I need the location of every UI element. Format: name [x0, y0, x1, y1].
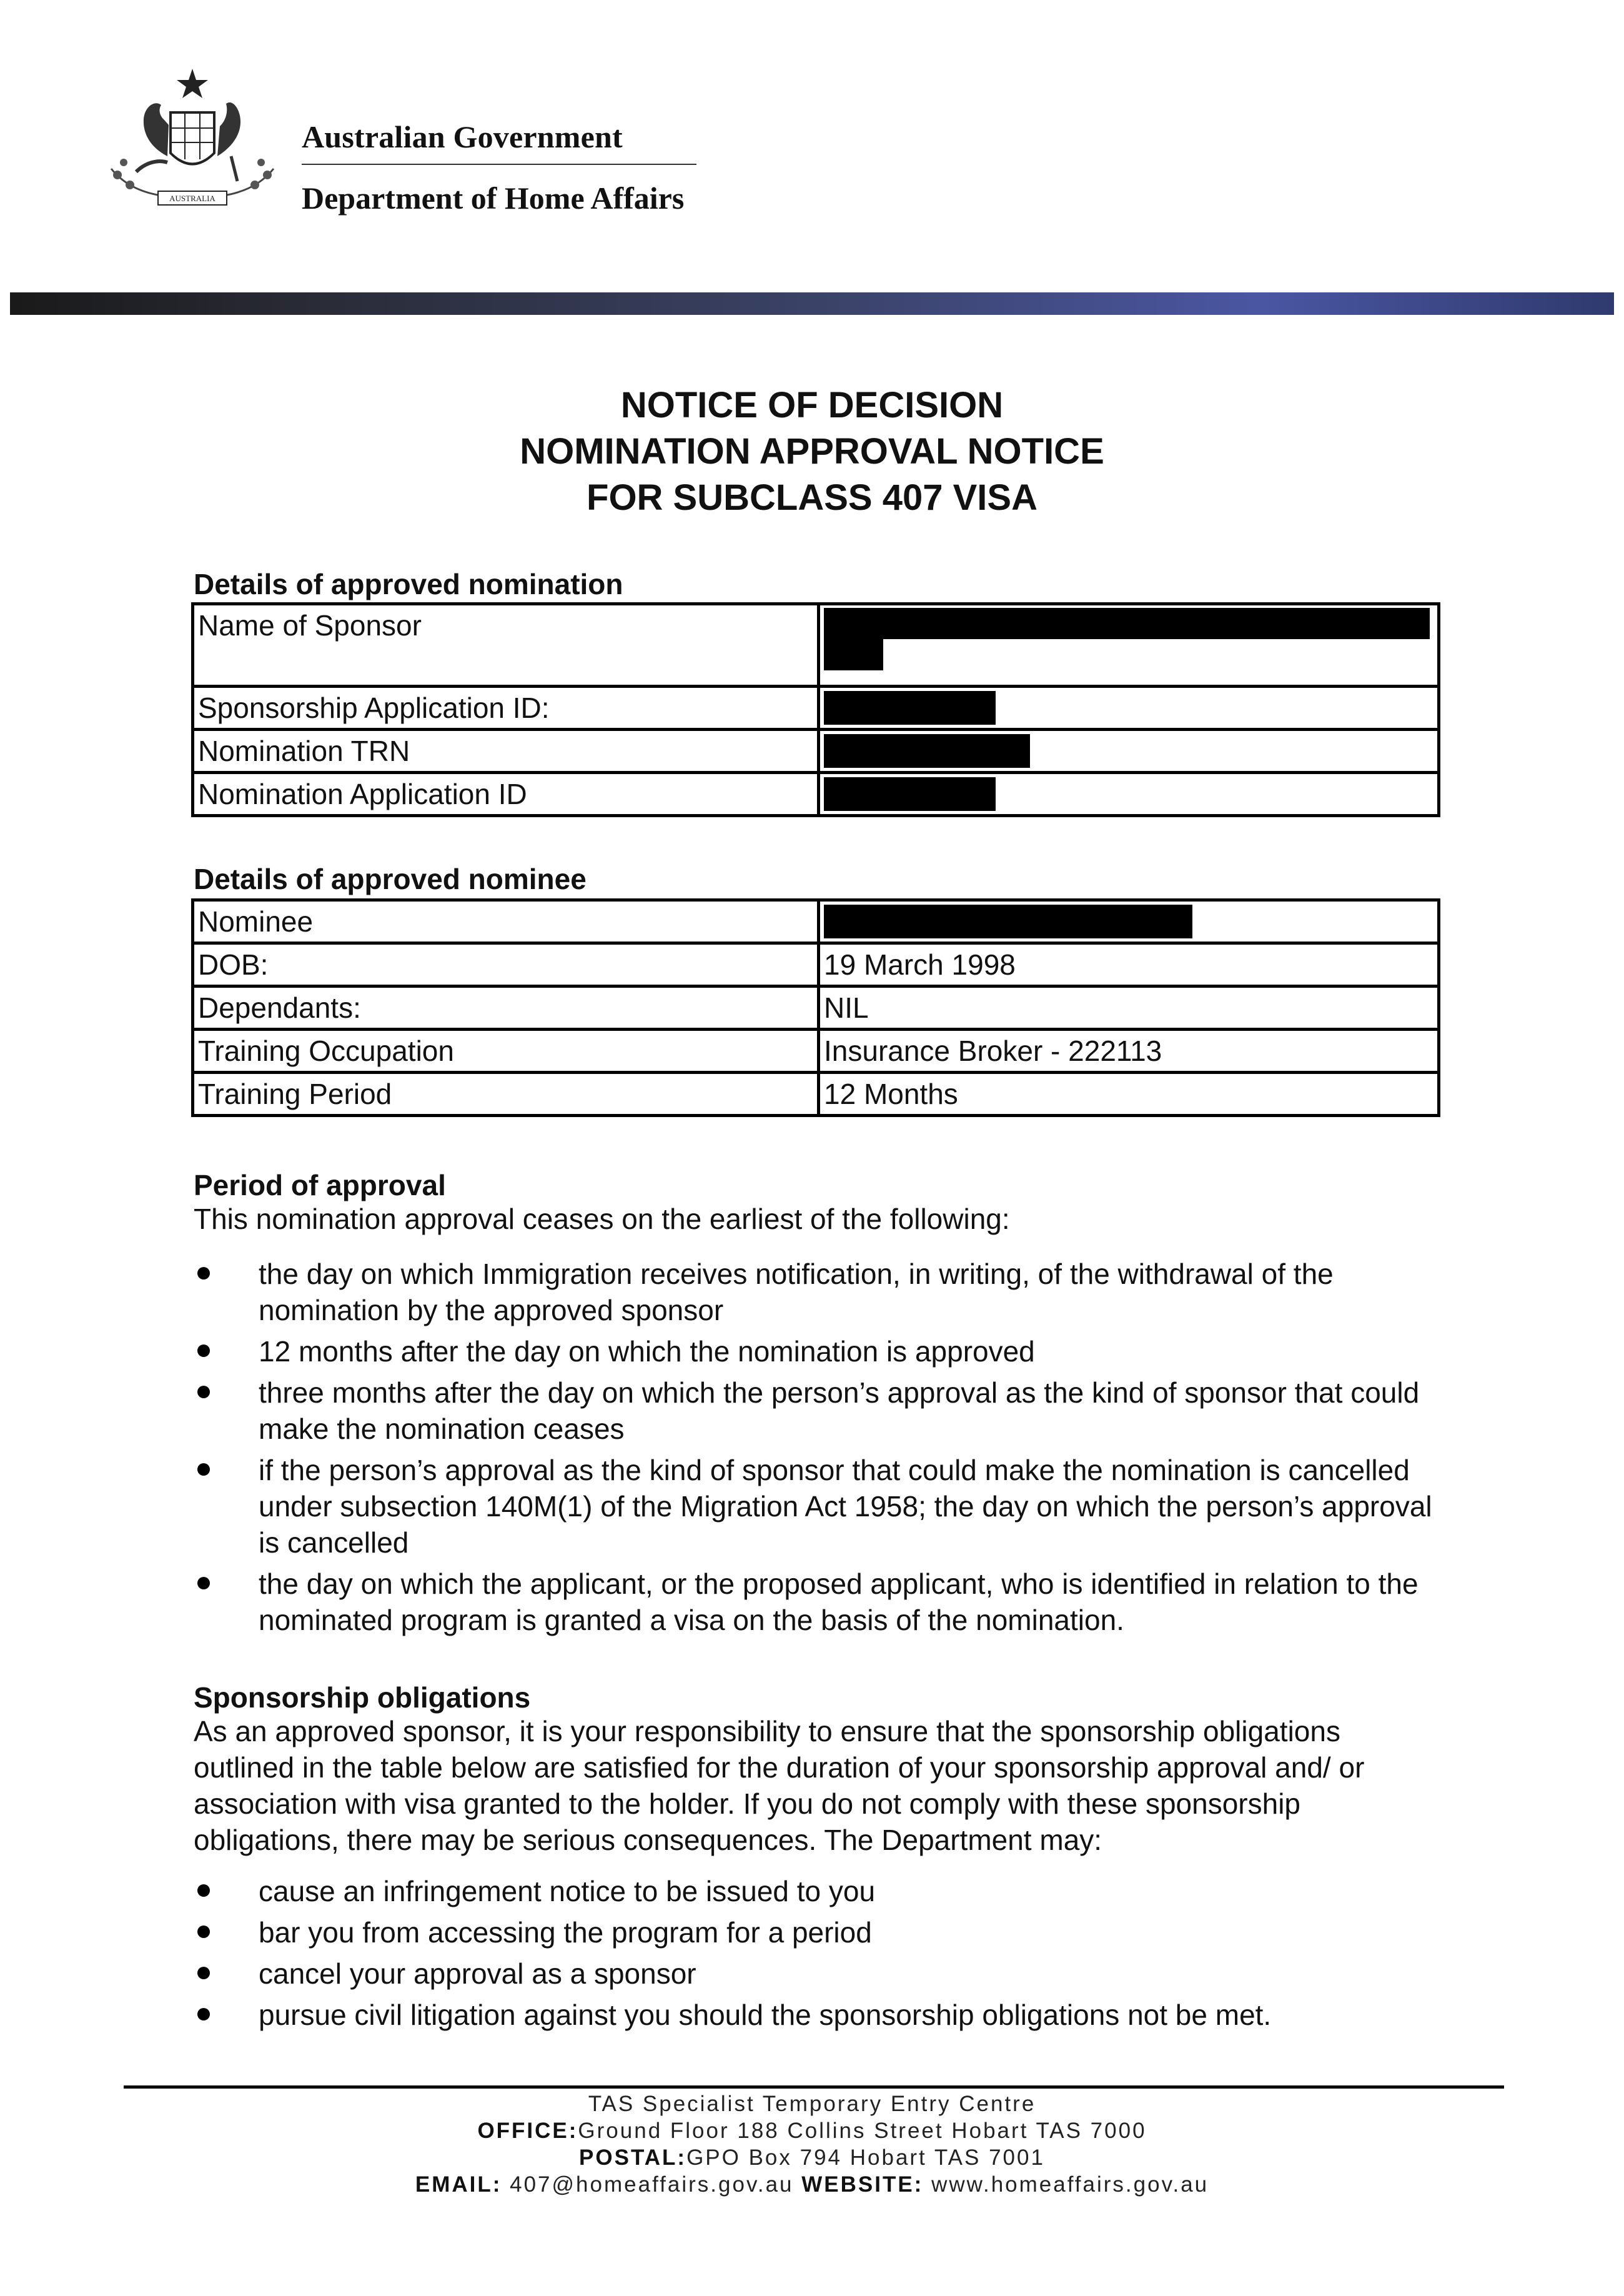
dob-label: DOB:: [193, 943, 819, 986]
table-row: [193, 1073, 1439, 1116]
training-occupation-label: Training Occupation: [193, 1030, 819, 1073]
department-name: Department of Home Affairs: [302, 181, 685, 216]
government-name: Australian Government: [302, 119, 623, 154]
footer-email-link[interactable]: 407@homeaffairs.gov.au: [502, 2172, 802, 2197]
footer-divider: [124, 2085, 1504, 2089]
bullet-icon: [197, 2008, 210, 2020]
list-item: the day on which the applicant, or the proposed applicant, who is identified in relation to the nominated program is granted a visa on the basis of the nomination.: [191, 1566, 1440, 1638]
approval-list: [191, 1256, 1440, 1643]
footer-office: OFFICE:Ground Floor 188 Collins Street Hobart TAS 7000: [477, 2119, 1147, 2143]
bullet-icon: [197, 1344, 210, 1357]
approval-heading: Period of approval: [194, 1169, 446, 1201]
table-row: [193, 900, 1439, 943]
training-occupation-value: Insurance Broker - 222113: [819, 1030, 1439, 1073]
footer-contact: EMAIL: 407@homeaffairs.gov.au WEBSITE: www.homeaffairs.gov.au: [415, 2172, 1209, 2197]
list-item: pursue civil litigation against you should the sponsorship obligations not be met.: [191, 1997, 1440, 2033]
redaction-bar: [824, 777, 996, 811]
footer-postal: POSTAL:GPO Box 794 Hobart TAS 7001: [579, 2145, 1045, 2170]
nomination-trn-value: [819, 730, 1439, 773]
header-divider: [302, 164, 696, 165]
document-title: [0, 382, 1624, 521]
footer-website-link[interactable]: www.homeaffairs.gov.au: [923, 2172, 1209, 2197]
obligations-intro: As an approved sponsor, it is your responsibility to ensure that the sponsorship obligations outlined in the table below are satisfied for the duration of your sponsorship approval and/ or association with visa granted to the holder. If you do not comply with these sponsorship obligations, there may be serious consequences. The Department may:: [194, 1715, 1365, 1856]
sponsor-name-value: [819, 604, 1439, 687]
sponsorship-id-label: Sponsorship Application ID:: [193, 687, 819, 730]
redaction-bar: [824, 905, 1192, 938]
approval-intro: This nomination approval ceases on the earliest of the following:: [194, 1203, 1010, 1235]
sponsor-name-label: Name of Sponsor: [193, 604, 819, 687]
nominee-label: Nominee: [193, 900, 819, 943]
nomination-heading: Details of approved nomination: [194, 568, 623, 600]
bullet-icon: [197, 1926, 210, 1938]
header-banner: [10, 292, 1614, 315]
bullet-icon: [197, 1463, 210, 1476]
bullet-icon: [197, 1967, 210, 1979]
nomination-app-id-value: [819, 773, 1439, 816]
nomination-table: [191, 602, 1440, 817]
list-item: bar you from accessing the program for a period: [191, 1914, 1440, 1951]
redaction-bar: [824, 608, 1430, 639]
bullet-icon: [197, 1267, 210, 1280]
title-line-1: NOTICE OF DECISION: [620, 385, 1004, 425]
redaction-bar: [824, 691, 996, 725]
list-item: cancel your approval as a sponsor: [191, 1956, 1440, 1992]
nominee-table: [191, 898, 1440, 1117]
obligations-heading: Sponsorship obligations: [194, 1681, 531, 1714]
obligations-list: [191, 1873, 1440, 2038]
list-item: three months after the day on which the person’s approval as the kind of sponsor that could make the nomination ceases: [191, 1374, 1440, 1447]
bullet-icon: [197, 1386, 210, 1398]
training-period-label: Training Period: [193, 1073, 819, 1116]
dependants-label: Dependants:: [193, 986, 819, 1030]
list-item: 12 months after the day on which the nomination is approved: [191, 1333, 1440, 1369]
list-item: if the person’s approval as the kind of sponsor that could make the nomination is cancelled under subsection 140M(1) of the Migration Act 1958; the day on which the person’s approval is cancelled: [191, 1452, 1440, 1561]
table-row: [193, 943, 1439, 986]
nomination-app-id-label: Nomination Application ID: [193, 773, 819, 816]
bullet-icon: [197, 1577, 210, 1589]
list-item: cause an infringement notice to be issued to you: [191, 1873, 1440, 1909]
sponsorship-id-value: [819, 687, 1439, 730]
coat-of-arms-logo: [99, 69, 286, 222]
nominee-heading: Details of approved nominee: [194, 863, 587, 895]
footer-centre-name: TAS Specialist Temporary Entry Centre: [588, 2092, 1036, 2116]
footer: [0, 2090, 1624, 2198]
table-row: [193, 687, 1439, 730]
redaction-bar: [824, 639, 883, 670]
table-row: [193, 730, 1439, 773]
bullet-icon: [197, 1884, 210, 1897]
table-row: [193, 1030, 1439, 1073]
table-row: [193, 986, 1439, 1030]
nomination-trn-label: Nomination TRN: [193, 730, 819, 773]
training-period-value: 12 Months: [819, 1073, 1439, 1116]
table-row: [193, 773, 1439, 816]
crest-motto: AUSTRALIA: [169, 194, 215, 203]
nominee-value: [819, 900, 1439, 943]
list-item: the day on which Immigration receives notification, in writing, of the withdrawal of the nomination by the approved sponsor: [191, 1256, 1440, 1328]
dependants-value: NIL: [819, 986, 1439, 1030]
title-line-3: FOR SUBCLASS 407 VISA: [587, 477, 1037, 518]
redaction-bar: [824, 734, 1030, 768]
title-line-2: NOMINATION APPROVAL NOTICE: [520, 431, 1104, 472]
dob-value: 19 March 1998: [819, 943, 1439, 986]
table-row: [193, 604, 1439, 687]
